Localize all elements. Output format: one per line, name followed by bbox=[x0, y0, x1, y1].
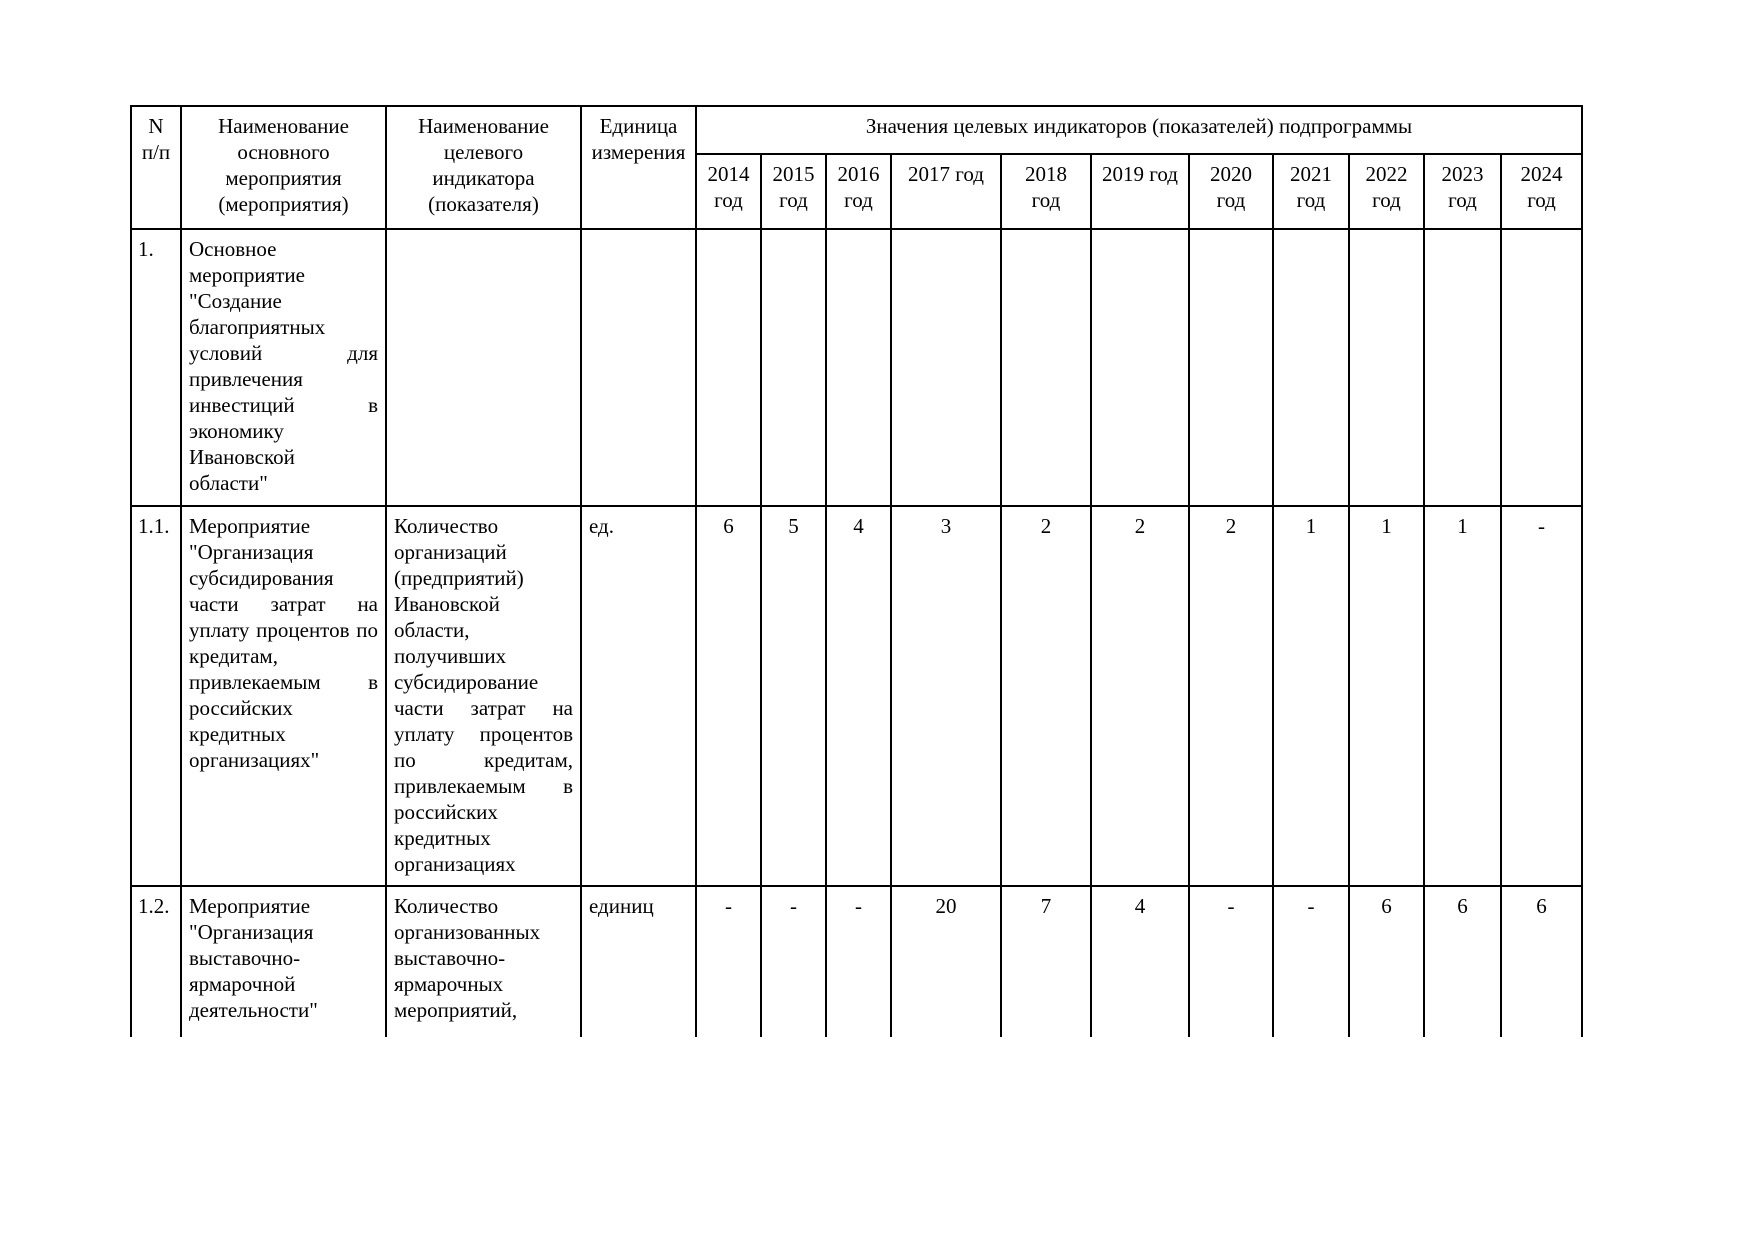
value-cell: - bbox=[761, 886, 826, 1037]
header-unit: Единица измерения bbox=[581, 106, 696, 229]
unit-cell: ед. bbox=[581, 506, 696, 886]
table-row bbox=[131, 886, 1582, 1037]
year-header: 2017 год bbox=[891, 154, 1001, 229]
unit-cell: единиц bbox=[581, 886, 696, 1037]
row-number: 1. bbox=[131, 229, 181, 506]
value-cell: 4 bbox=[1091, 886, 1189, 1037]
value-cell: 2 bbox=[1189, 506, 1273, 886]
value-cell: - bbox=[1189, 886, 1273, 1037]
value-cell bbox=[1424, 229, 1501, 506]
year-header: 2014 год bbox=[696, 154, 761, 229]
value-cell: - bbox=[826, 886, 891, 1037]
table-row bbox=[131, 229, 1582, 506]
value-cell: 5 bbox=[761, 506, 826, 886]
year-header: 2020 год bbox=[1189, 154, 1273, 229]
value-cell: 3 bbox=[891, 506, 1001, 886]
unit-cell bbox=[581, 229, 696, 506]
value-cell: 4 bbox=[826, 506, 891, 886]
indicator-cell: Количество организаций (предприятий) Ивановской области, получивших субсидирование части затрат на уплату процентов по кредитам, привлекаемым в российских кредитных организациях bbox=[386, 506, 581, 886]
row-number: 1.2. bbox=[131, 886, 181, 1037]
value-cell: - bbox=[1501, 506, 1582, 886]
value-cell bbox=[1501, 229, 1582, 506]
value-cell: 1 bbox=[1273, 506, 1349, 886]
year-header: 2019 год bbox=[1091, 154, 1189, 229]
value-cell: 6 bbox=[1349, 886, 1424, 1037]
value-cell: - bbox=[696, 886, 761, 1037]
value-cell: 2 bbox=[1001, 506, 1091, 886]
header-num: N п/п bbox=[131, 106, 181, 229]
value-cell bbox=[1189, 229, 1273, 506]
year-header: 2021 год bbox=[1273, 154, 1349, 229]
year-header: 2022 год bbox=[1349, 154, 1424, 229]
value-cell bbox=[1273, 229, 1349, 506]
year-header: 2018 год bbox=[1001, 154, 1091, 229]
value-cell bbox=[696, 229, 761, 506]
indicator-cell: Количество организованных выставочно-ярмарочных мероприятий, bbox=[386, 886, 581, 1037]
value-cell: 2 bbox=[1091, 506, 1189, 886]
indicator-cell bbox=[386, 229, 581, 506]
value-cell: 1 bbox=[1424, 506, 1501, 886]
value-cell bbox=[1349, 229, 1424, 506]
event-cell: Мероприятие "Организация выставочно-ярмарочной деятельности" bbox=[181, 886, 386, 1037]
value-cell bbox=[1091, 229, 1189, 506]
table-row bbox=[131, 506, 1582, 886]
value-cell: 6 bbox=[1501, 886, 1582, 1037]
indicators-table bbox=[130, 105, 1583, 1037]
value-cell bbox=[761, 229, 826, 506]
value-cell: 6 bbox=[1424, 886, 1501, 1037]
header-event: Наименование основного мероприятия (мероприятия) bbox=[181, 106, 386, 229]
value-cell bbox=[826, 229, 891, 506]
document-page bbox=[130, 105, 1585, 1037]
header-values-group: Значения целевых индикаторов (показателей) подпрограммы bbox=[696, 106, 1582, 154]
year-header: 2016 год bbox=[826, 154, 891, 229]
value-cell bbox=[891, 229, 1001, 506]
value-cell: - bbox=[1273, 886, 1349, 1037]
header-row-top bbox=[131, 106, 1582, 154]
value-cell: 1 bbox=[1349, 506, 1424, 886]
value-cell bbox=[1001, 229, 1091, 506]
value-cell: 20 bbox=[891, 886, 1001, 1037]
event-cell: Мероприятие "Организация субсидирования части затрат на уплату процентов по кредитам, привлекаемым в российских кредитных организациях" bbox=[181, 506, 386, 886]
year-header: 2024 год bbox=[1501, 154, 1582, 229]
value-cell: 7 bbox=[1001, 886, 1091, 1037]
event-cell: Основное мероприятие "Создание благоприятных условий для привлечения инвестиций в экономику Ивановской области" bbox=[181, 229, 386, 506]
year-header: 2023 год bbox=[1424, 154, 1501, 229]
year-header: 2015 год bbox=[761, 154, 826, 229]
value-cell: 6 bbox=[696, 506, 761, 886]
header-indicator: Наименование целевого индикатора (показателя) bbox=[386, 106, 581, 229]
row-number: 1.1. bbox=[131, 506, 181, 886]
